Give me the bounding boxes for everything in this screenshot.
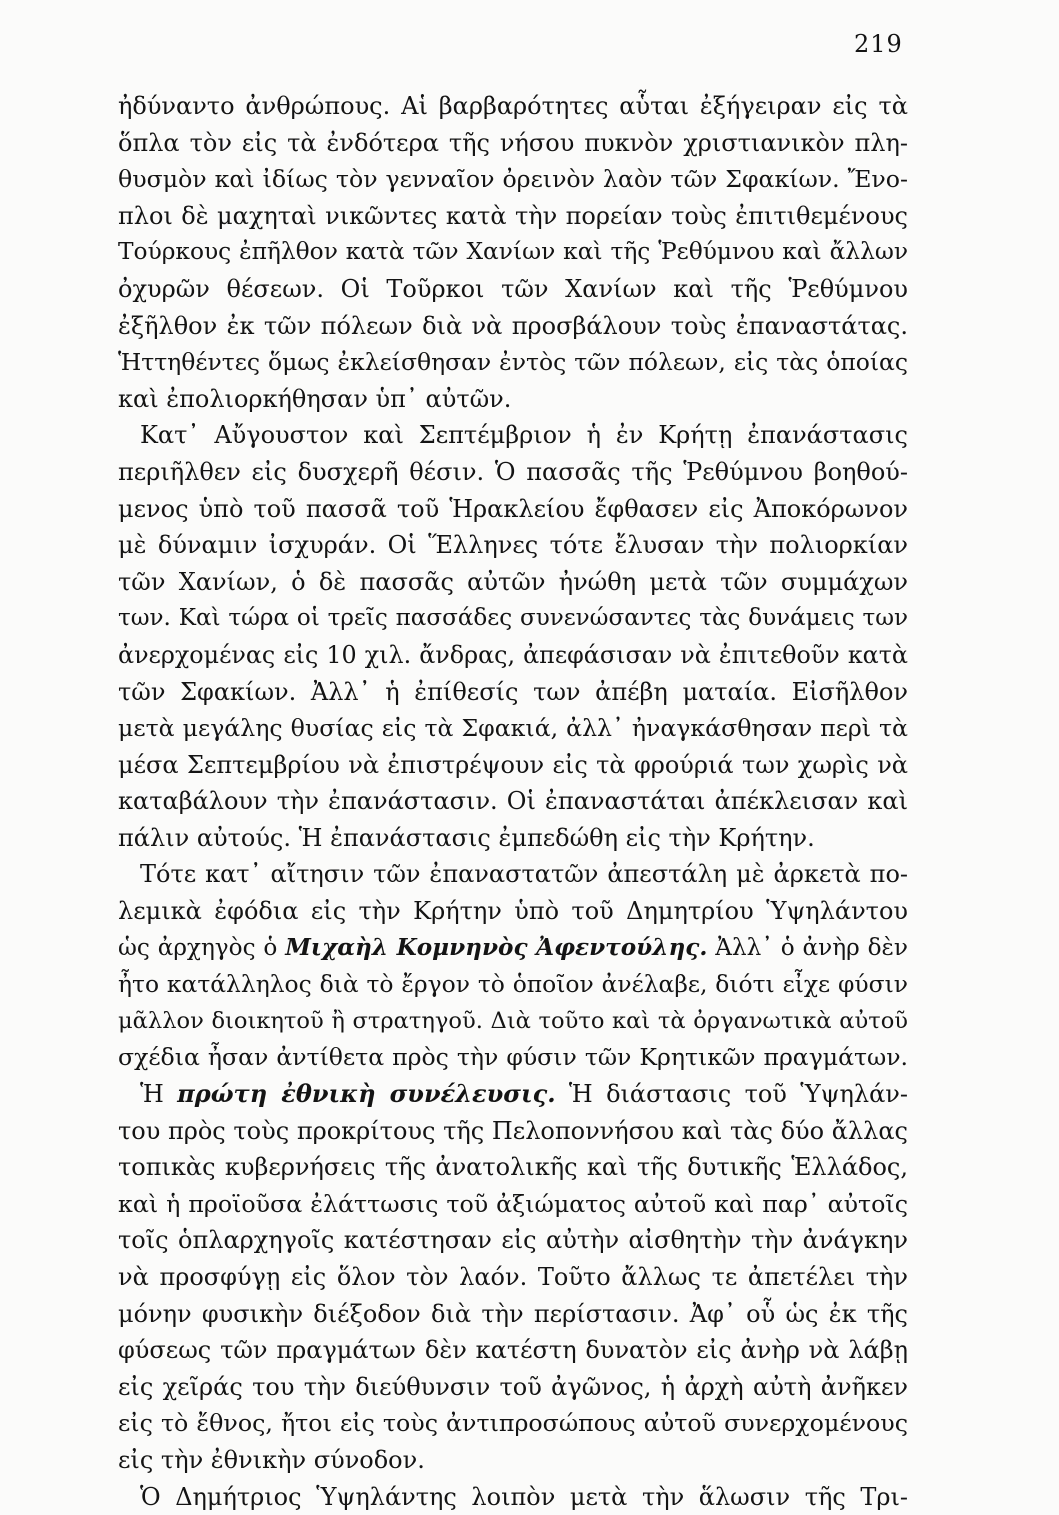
text-line: του πρὸς τοὺς προκρίτους τῆς Πελοποννήσου καὶ τὰς δύο ἄλλας [118,1116,908,1145]
body-text [118,88,908,1515]
text-line: τοπικὰς κυβερνήσεις τῆς ἀνατολικῆς καὶ τῆς δυτικῆς Ἑλλάδος, [118,1153,908,1182]
text-line: νὰ προσφύγῃ εἰς ὅλον τὸν λαόν. Τοῦτο ἄλλως τε ἀπετέλει τὴν [118,1263,908,1291]
text-line: μᾶλλον διοικητοῦ ἢ στρατηγοῦ. Διὰ τοῦτο καὶ τὰ ὀργανωτικὰ αὐτοῦ [118,1007,908,1034]
text-line: πάλιν αὐτούς. Ἡ ἐπανάστασις ἐμπεδώθη εἰς τὴν Κρήτην. [118,823,815,852]
text-line: Ἡττηθέντες ὅμως ἐκλείσθησαν ἐντὸς τῶν πόλεων, εἰς τὰς ὁποίας [118,348,908,377]
text-line: τῶν Σφακίων. Ἀλλ᾽ ἡ ἐπίθεσίς των ἀπέβη ματαία. Εἰσῆλθον [118,677,908,706]
text-segment: ὡς ἀρχηγὸς ὁ [118,934,286,961]
text-line: τῶν Χανίων, ὁ δὲ πασσᾶς αὐτῶν ἠνώθη μετὰ τῶν συμμάχων [118,567,908,596]
text-line: τοῖς ὁπλαρχηγοῖς κατέστησαν εἰς αὐτὴν αἰσθητὴν τὴν ἀνάγκην [118,1226,908,1255]
text-line: ἦτο κατάλληλος διὰ τὸ ἔργον τὸ ὁποῖον ἀνέλαβε, διότι εἶχε φύσιν [118,970,908,999]
text-segment: Ἡ διάστασις τοῦ Ὑψηλάν- [555,1080,908,1109]
text-line: Κατ᾽ Αὔγουστον καὶ Σεπτέμβριον ἡ ἐν Κρήτῃ ἐπανάστασις [140,421,908,450]
text-line: ἀνερχομένας εἰς 10 χιλ. ἄνδρας, ἀπεφάσισαν νὰ ἐπιτεθοῦν κατὰ [118,640,908,669]
text-line: ἐξῆλθον ἐκ τῶν πόλεων διὰ νὰ προσβάλουν τοὺς ἐπαναστάτας. [118,311,908,340]
text-line: λεμικὰ ἐφόδια εἰς τὴν Κρήτην ὑπὸ τοῦ Δημητρίου Ὑψηλάντου [118,897,908,926]
text-line: σχέδια ἦσαν ἀντίθετα πρὸς τὴν φύσιν τῶν Κρητικῶν πραγμάτων. [118,1043,908,1072]
text-line: Ὁ Δημήτριος Ὑψηλάντης λοιπὸν μετὰ τὴν ἅλωσιν τῆς Τρι- [140,1482,908,1511]
text-line: ὀχυρῶν θέσεων. Οἱ Τοῦρκοι τῶν Χανίων καὶ τῆς Ῥεθύμνου [118,274,908,303]
text-line: πλοι δὲ μαχηταὶ νικῶντες κατὰ τὴν πορείαν τοὺς ἐπιτιθεμένους [118,201,908,230]
text-line [118,1076,908,1113]
text-line: Τότε κατ᾽ αἴτησιν τῶν ἐπαναστατῶν ἀπεστάλη μὲ ἀρκετὰ πο- [140,860,908,889]
text-line: μέσα Σεπτεμβρίου νὰ ἐπιστρέψουν εἰς τὰ φρούριά των χωρὶς νὰ [118,750,908,779]
text-line: μὲ δύναμιν ἰσχυράν. Οἱ Ἕλληνες τότε ἔλυσαν τὴν πολιορκίαν [118,531,908,560]
text-line: μόνην φυσικὴν διέξοδον διὰ τὴν περίστασιν. Ἀφ᾽ οὗ ὡς ἐκ τῆς [118,1299,908,1328]
text-line: εἰς χεῖράς του τὴν διεύθυνσιν τοῦ ἀγῶνος, ἡ ἀρχὴ αὐτὴ ἀνῆκεν [118,1372,908,1401]
text-line: μενος ὑπὸ τοῦ πασσᾶ τοῦ Ἡρακλείου ἔφθασεν εἰς Ἀποκόρωνον [118,494,908,523]
text-line: εἰς τὴν ἐθνικὴν σύνοδον. [118,1445,425,1474]
text-line: καταβάλουν τὴν ἐπανάστασιν. Οἱ ἐπαναστάται ἀπέκλεισαν καὶ [118,787,908,816]
bold-italic-name: Μιχαὴλ Κομνηνὸς Ἀφεντούλης. [285,933,708,961]
text-line: μετὰ μεγάλης θυσίας εἰς τὰ Σφακιά, ἀλλ᾽ ἠναγκάσθησαν περὶ τὰ [118,714,908,743]
text-line: καὶ ἐπολιορκήθησαν ὑπ᾽ αὐτῶν. [118,384,512,413]
text-line: ὅπλα τὸν εἰς τὰ ἐνδότερα τῆς νήσου πυκνὸν χριστιανικὸν πλη- [118,128,908,157]
text-line: θυσμὸν καὶ ἰδίως τὸν γενναῖον ὀρεινὸν λαὸν τῶν Σφακίων. Ἔνο- [118,165,908,194]
text-line: των. Καὶ τώρα οἱ τρεῖς πασσάδες συνενώσαντες τὰς δυνάμεις των [118,605,908,632]
text-line: εἰς τὸ ἔθνος, ἤτοι εἰς τοὺς ἀντιπροσώπους αὐτοῦ συνερχομένους [118,1409,908,1438]
text-segment: Ἀλλ᾽ ὁ ἀνὴρ δὲν [707,934,908,961]
text-line [118,930,908,967]
text-line: Τούρκους ἐπῆλθον κατὰ τῶν Χανίων καὶ τῆς Ῥεθύμνου καὶ ἄλλων [118,238,908,266]
bold-italic-name: πρώτη ἐθνικὴ συνέλευσις. [177,1079,556,1109]
text-line: καὶ ἡ προϊοῦσα ἐλάττωσις τοῦ ἀξιώματος αὐτοῦ καὶ παρ᾽ αὐτοῖς [118,1189,908,1218]
text-line: φύσεως τῶν πραγμάτων δὲν κατέστη δυνατὸν εἰς ἀνὴρ νὰ λάβῃ [118,1336,908,1365]
text-line: περιῆλθεν εἰς δυσχερῆ θέσιν. Ὁ πασσᾶς τῆς Ῥεθύμνου βοηθού- [118,457,908,486]
text-line: ἠδύναντο ἀνθρώπους. Αἱ βαρβαρότητες αὗται ἐξήγειραν εἰς τὰ [118,92,908,120]
page-number: 219 [854,30,903,58]
text-segment: Ἡ [140,1080,178,1109]
